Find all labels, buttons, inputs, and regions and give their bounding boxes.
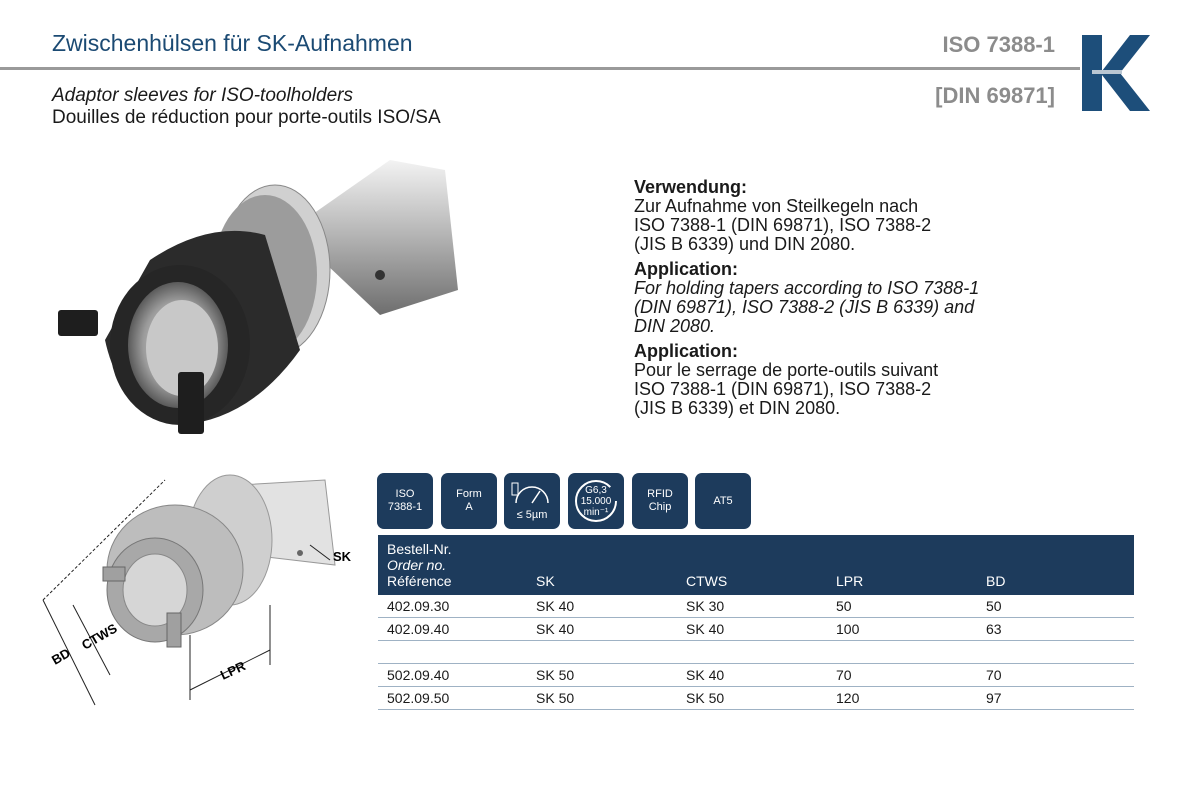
table-cell: 50 <box>836 598 852 614</box>
subtitle-en: Adaptor sleeves for ISO-toolholders <box>52 85 353 106</box>
balance-badge-line: min⁻¹ <box>583 506 609 518</box>
table-cell: 120 <box>836 690 860 706</box>
iso-badge-line: ISO <box>395 488 415 500</box>
table-cell: SK 50 <box>686 690 725 706</box>
table-cell: 502.09.40 <box>387 667 450 683</box>
drawing-label-lpr: LPR <box>217 658 248 683</box>
table-cell: SK 50 <box>536 667 575 683</box>
table-cell: 402.09.40 <box>387 621 450 637</box>
column-header: CTWS <box>686 573 728 589</box>
form-badge-line: Form <box>456 488 482 500</box>
subtitle-fr: Douilles de réduction pour porte-outils ISO/SA <box>52 107 441 128</box>
runout-badge <box>504 473 560 529</box>
usage-en-line: (DIN 69871), ISO 7388-2 (JIS B 6339) and <box>634 297 975 317</box>
usage-en-heading: Application: <box>634 259 738 279</box>
brand-logo <box>1078 33 1150 113</box>
rotation-icon <box>572 477 620 525</box>
standard-alt-label: [DIN 69871] <box>935 83 1055 108</box>
usage-de-line: ISO 7388-1 (DIN 69871), ISO 7388-2 <box>634 215 932 235</box>
table-cell: 70 <box>836 667 852 683</box>
table-row <box>378 687 1134 710</box>
header-divider <box>0 67 1080 70</box>
table-row <box>378 595 1134 618</box>
order-label-fr: Référence <box>387 573 452 589</box>
drawing-label-sk: SK <box>333 549 352 564</box>
table-cell: SK 30 <box>686 598 725 614</box>
usage-fr-heading: Application: <box>634 341 738 361</box>
order-label-de: Bestell-Nr. <box>387 541 452 557</box>
product-photo <box>50 150 470 450</box>
order-label-en: Order no. <box>387 557 447 573</box>
form-badge <box>441 473 497 529</box>
iso-badge <box>377 473 433 529</box>
table-cell: SK 40 <box>536 621 575 637</box>
usage-fr-line: Pour le serrage de porte-outils suivant <box>634 360 939 380</box>
usage-de-line: Zur Aufnahme von Steilkegeln nach <box>634 196 919 216</box>
order-number-header <box>387 541 452 589</box>
usage-de-line: (JIS B 6339) und DIN 2080. <box>634 234 856 254</box>
rfid-badge-line: RFID <box>647 488 673 500</box>
table-cell: 502.09.50 <box>387 690 450 706</box>
usage-de-heading: Verwendung: <box>634 177 748 197</box>
drawing-label-ctws: CTWS <box>79 620 120 653</box>
usage-en-line: DIN 2080. <box>634 316 716 336</box>
table-cell: 70 <box>986 667 1002 683</box>
usage-text <box>634 178 1054 424</box>
balance-badge <box>568 473 624 529</box>
column-header: SK <box>536 573 555 589</box>
form-badge-line: A <box>465 501 473 513</box>
table-cell: SK 40 <box>686 667 725 683</box>
table-row-spacer <box>378 641 1134 664</box>
table-cell: 402.09.30 <box>387 598 450 614</box>
rfid-badge-line: Chip <box>648 501 672 513</box>
usage-de <box>634 178 1054 254</box>
page-title: Zwischenhülsen für SK-Aufnahmen <box>52 30 413 56</box>
usage-fr-line: ISO 7388-1 (DIN 69871), ISO 7388-2 <box>634 379 932 399</box>
runout-badge-label: ≤ 5µm <box>516 508 548 521</box>
usage-en <box>634 260 1054 336</box>
table-header <box>378 535 1134 595</box>
table-cell: 50 <box>986 598 1002 614</box>
column-header: LPR <box>836 573 864 589</box>
rfid-badge <box>632 473 688 529</box>
iso-badge-line: 7388-1 <box>387 501 423 513</box>
balance-badge-line: 15.000 <box>580 495 612 507</box>
table-row <box>378 664 1134 687</box>
technical-drawing <box>35 465 375 715</box>
order-table <box>378 535 1134 710</box>
at-badge-label: AT5 <box>713 494 733 507</box>
usage-en-line: For holding tapers according to ISO 7388-1 <box>634 278 980 298</box>
usage-fr <box>634 342 1054 418</box>
table-cell: SK 40 <box>536 598 575 614</box>
column-header: BD <box>986 573 1006 589</box>
table-cell: 63 <box>986 621 1002 637</box>
balance-badge-line: G6,3 <box>585 484 607 496</box>
drawing-label-bd: BD <box>49 645 73 668</box>
table-cell: SK 50 <box>536 690 575 706</box>
table-row <box>378 618 1134 641</box>
table-cell: SK 40 <box>686 621 725 637</box>
at-badge <box>695 473 751 529</box>
usage-fr-line: (JIS B 6339) et DIN 2080. <box>634 398 841 418</box>
standard-label: ISO 7388-1 <box>942 32 1055 57</box>
table-cell: 100 <box>836 621 860 637</box>
dial-gauge-icon <box>510 481 554 509</box>
table-cell: 97 <box>986 690 1002 706</box>
